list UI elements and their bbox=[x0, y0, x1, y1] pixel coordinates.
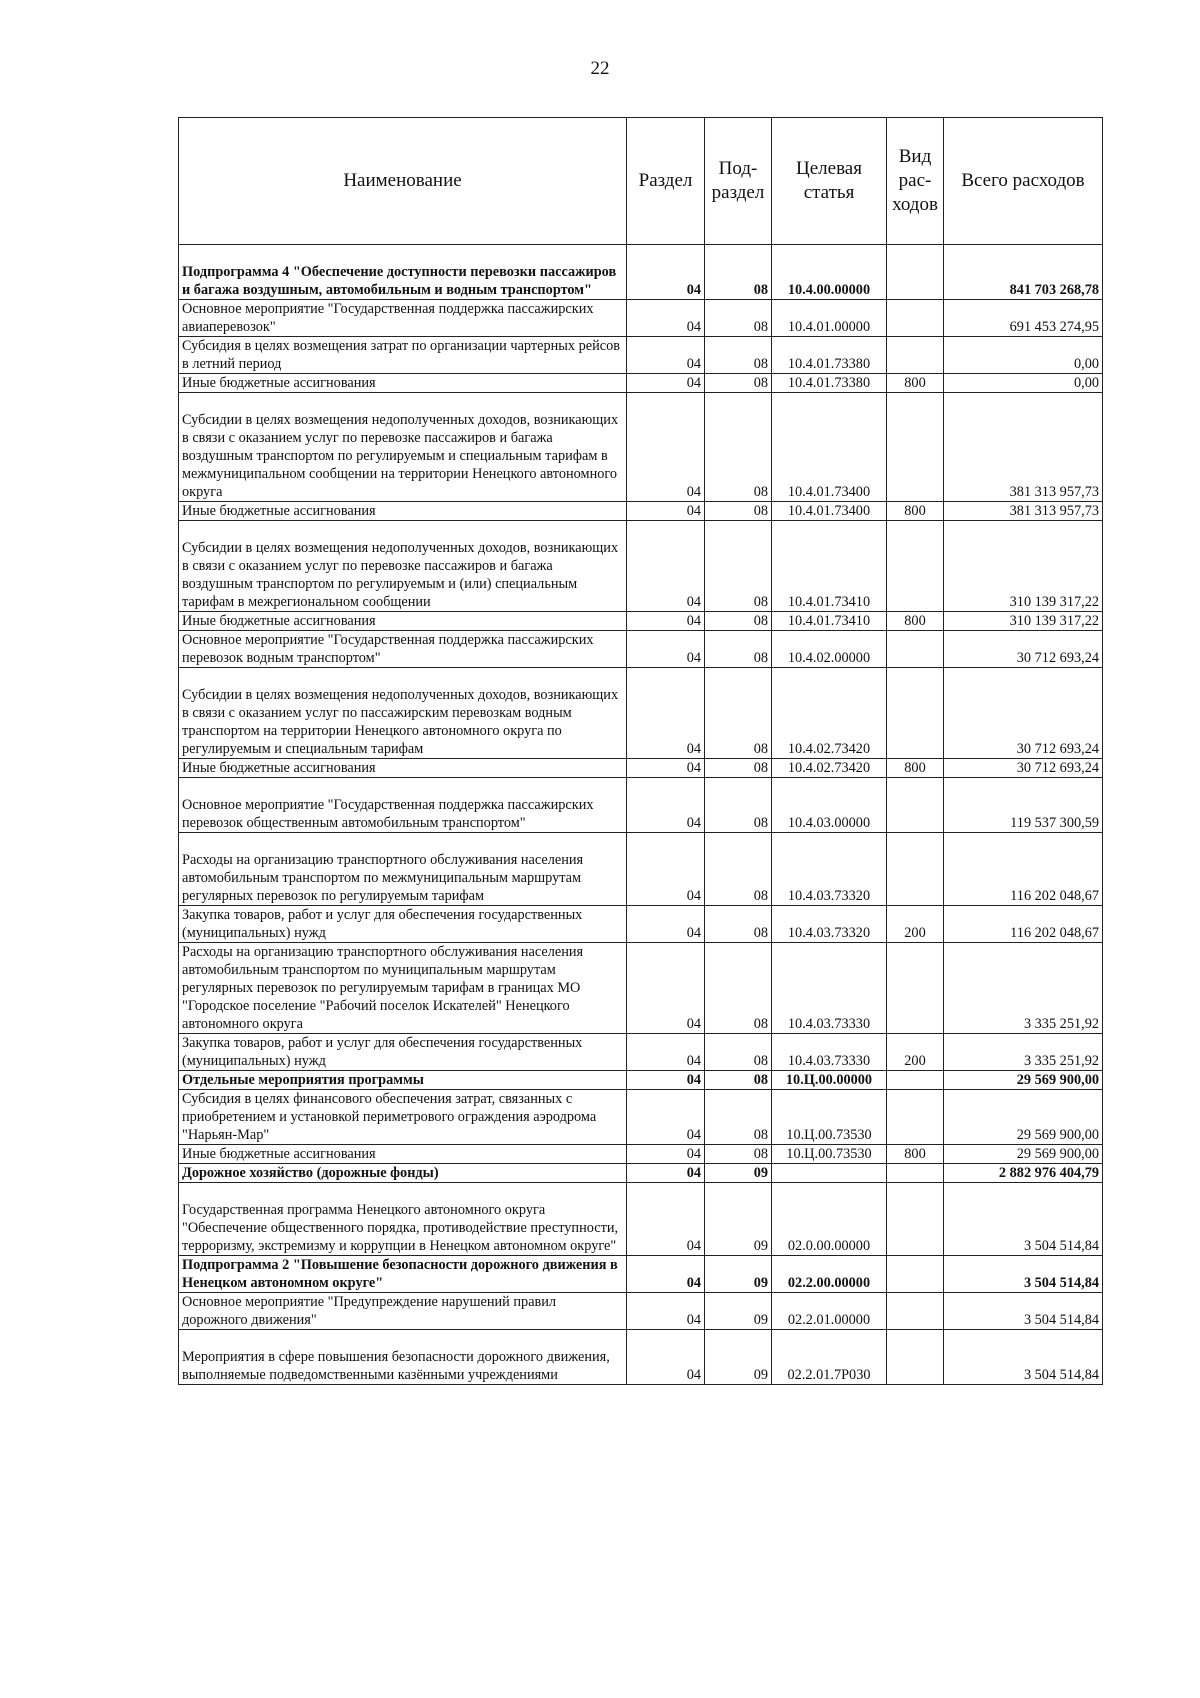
row-section: 04 bbox=[627, 943, 705, 1034]
row-subsection: 08 bbox=[705, 778, 772, 833]
header-expense-type: Вид рас- ходов bbox=[887, 118, 944, 245]
row-target: 10.Ц.00.73530 bbox=[772, 1145, 887, 1164]
row-expense-type: 800 bbox=[887, 1145, 944, 1164]
row-subsection: 08 bbox=[705, 245, 772, 300]
row-name: Подпрограмма 4 "Обеспечение доступности перевозки пассажиров и багажа воздушным, автомобильным и водным транспортом" bbox=[179, 245, 627, 300]
row-expense-type bbox=[887, 1071, 944, 1090]
row-total: 2 882 976 404,79 bbox=[944, 1164, 1103, 1183]
row-section: 04 bbox=[627, 612, 705, 631]
header-name: Наименование bbox=[179, 118, 627, 245]
row-section: 04 bbox=[627, 1034, 705, 1071]
row-name: Основное мероприятие "Государственная поддержка пассажирских перевозок водным транспортом" bbox=[179, 631, 627, 668]
table-row bbox=[179, 1183, 1103, 1256]
row-expense-type: 800 bbox=[887, 374, 944, 393]
page-number: 22 bbox=[590, 58, 610, 79]
row-total: 310 139 317,22 bbox=[944, 612, 1103, 631]
row-expense-type bbox=[887, 631, 944, 668]
row-subsection: 09 bbox=[705, 1293, 772, 1330]
row-expense-type bbox=[887, 393, 944, 502]
table-row bbox=[179, 521, 1103, 612]
row-expense-type bbox=[887, 668, 944, 759]
row-section: 04 bbox=[627, 1145, 705, 1164]
row-subsection: 08 bbox=[705, 300, 772, 337]
row-section: 04 bbox=[627, 374, 705, 393]
row-target: 02.0.00.00000 bbox=[772, 1183, 887, 1256]
row-target: 10.4.01.73410 bbox=[772, 521, 887, 612]
table-row bbox=[179, 1293, 1103, 1330]
row-section: 04 bbox=[627, 1164, 705, 1183]
row-total: 0,00 bbox=[944, 374, 1103, 393]
row-expense-type bbox=[887, 1330, 944, 1385]
row-section: 04 bbox=[627, 1071, 705, 1090]
row-target: 10.Ц.00.73530 bbox=[772, 1090, 887, 1145]
row-subsection: 09 bbox=[705, 1256, 772, 1293]
row-expense-type bbox=[887, 1256, 944, 1293]
row-subsection: 08 bbox=[705, 521, 772, 612]
row-subsection: 08 bbox=[705, 1034, 772, 1071]
row-section: 04 bbox=[627, 833, 705, 906]
row-name: Иные бюджетные ассигнования bbox=[179, 374, 627, 393]
row-total: 30 712 693,24 bbox=[944, 631, 1103, 668]
row-expense-type bbox=[887, 300, 944, 337]
row-section: 04 bbox=[627, 668, 705, 759]
row-name: Иные бюджетные ассигнования bbox=[179, 612, 627, 631]
table-row bbox=[179, 502, 1103, 521]
table-row bbox=[179, 612, 1103, 631]
row-target: 10.4.01.73400 bbox=[772, 393, 887, 502]
table-row bbox=[179, 833, 1103, 906]
row-expense-type bbox=[887, 778, 944, 833]
row-target: 10.4.03.73330 bbox=[772, 943, 887, 1034]
header-section: Раздел bbox=[627, 118, 705, 245]
row-subsection: 08 bbox=[705, 668, 772, 759]
row-total: 29 569 900,00 bbox=[944, 1145, 1103, 1164]
row-total: 310 139 317,22 bbox=[944, 521, 1103, 612]
row-subsection: 08 bbox=[705, 1145, 772, 1164]
table-row bbox=[179, 245, 1103, 300]
row-name: Субсидии в целях возмещения недополученных доходов, возникающих в связи с оказанием услуг по перевозке пассажиров и багажа воздушным транспортом по регулируемым и специальным тарифам в межмуниципальном сообщении на территории Ненецкого автономного округа bbox=[179, 393, 627, 502]
row-expense-type bbox=[887, 245, 944, 300]
row-total: 30 712 693,24 bbox=[944, 668, 1103, 759]
table-row bbox=[179, 631, 1103, 668]
row-section: 04 bbox=[627, 300, 705, 337]
header-target: Целевая статья bbox=[772, 118, 887, 245]
row-total: 30 712 693,24 bbox=[944, 759, 1103, 778]
row-name: Отдельные мероприятия программы bbox=[179, 1071, 627, 1090]
row-name: Закупка товаров, работ и услуг для обеспечения государственных (муниципальных) нужд bbox=[179, 906, 627, 943]
row-subsection: 09 bbox=[705, 1164, 772, 1183]
row-expense-type: 200 bbox=[887, 1034, 944, 1071]
row-total: 29 569 900,00 bbox=[944, 1071, 1103, 1090]
row-total: 3 504 514,84 bbox=[944, 1183, 1103, 1256]
row-subsection: 08 bbox=[705, 502, 772, 521]
row-total: 381 313 957,73 bbox=[944, 502, 1103, 521]
row-name: Основное мероприятие "Государственная поддержка пассажирских авиаперевозок" bbox=[179, 300, 627, 337]
row-target: 10.4.01.73400 bbox=[772, 502, 887, 521]
row-subsection: 08 bbox=[705, 337, 772, 374]
row-name: Подпрограмма 2 "Повышение безопасности дорожного движения в Ненецком автономном округе" bbox=[179, 1256, 627, 1293]
row-name: Дорожное хозяйство (дорожные фонды) bbox=[179, 1164, 627, 1183]
row-section: 04 bbox=[627, 1330, 705, 1385]
row-subsection: 08 bbox=[705, 612, 772, 631]
row-total: 3 335 251,92 bbox=[944, 1034, 1103, 1071]
row-name: Субсидия в целях возмещения затрат по организации чартерных рейсов в летний период bbox=[179, 337, 627, 374]
row-target: 10.4.03.73320 bbox=[772, 906, 887, 943]
row-target: 10.4.02.00000 bbox=[772, 631, 887, 668]
table-row bbox=[179, 1330, 1103, 1385]
row-expense-type bbox=[887, 1090, 944, 1145]
row-section: 04 bbox=[627, 1183, 705, 1256]
row-expense-type: 800 bbox=[887, 759, 944, 778]
row-target: 10.4.02.73420 bbox=[772, 668, 887, 759]
row-subsection: 08 bbox=[705, 374, 772, 393]
table-header-row bbox=[179, 118, 1103, 245]
row-target: 10.4.01.73380 bbox=[772, 374, 887, 393]
row-total: 3 504 514,84 bbox=[944, 1330, 1103, 1385]
row-total: 841 703 268,78 bbox=[944, 245, 1103, 300]
row-subsection: 08 bbox=[705, 1071, 772, 1090]
row-target: 10.Ц.00.00000 bbox=[772, 1071, 887, 1090]
row-subsection: 09 bbox=[705, 1183, 772, 1256]
row-name: Иные бюджетные ассигнования bbox=[179, 1145, 627, 1164]
row-subsection: 08 bbox=[705, 833, 772, 906]
row-expense-type: 800 bbox=[887, 502, 944, 521]
row-expense-type bbox=[887, 521, 944, 612]
row-section: 04 bbox=[627, 1256, 705, 1293]
table-row bbox=[179, 374, 1103, 393]
row-target: 10.4.03.73320 bbox=[772, 833, 887, 906]
row-total: 3 504 514,84 bbox=[944, 1256, 1103, 1293]
row-section: 04 bbox=[627, 1090, 705, 1145]
table-row bbox=[179, 1145, 1103, 1164]
table-row bbox=[179, 1090, 1103, 1145]
row-subsection: 08 bbox=[705, 631, 772, 668]
table-body bbox=[179, 245, 1103, 1385]
table-row bbox=[179, 943, 1103, 1034]
row-expense-type bbox=[887, 833, 944, 906]
row-target: 10.4.03.73330 bbox=[772, 1034, 887, 1071]
table-row bbox=[179, 759, 1103, 778]
table-row bbox=[179, 906, 1103, 943]
row-name: Расходы на организацию транспортного обслуживания населения автомобильным транспортом по межмуниципальным маршрутам регулярных перевозок по регулируемым тарифам bbox=[179, 833, 627, 906]
row-target bbox=[772, 1164, 887, 1183]
row-subsection: 08 bbox=[705, 943, 772, 1034]
row-total: 116 202 048,67 bbox=[944, 906, 1103, 943]
row-target: 02.2.01.00000 bbox=[772, 1293, 887, 1330]
row-subsection: 08 bbox=[705, 906, 772, 943]
row-target: 10.4.02.73420 bbox=[772, 759, 887, 778]
row-expense-type bbox=[887, 1183, 944, 1256]
row-name: Основное мероприятие "Предупреждение нарушений правил дорожного движения" bbox=[179, 1293, 627, 1330]
table-row bbox=[179, 778, 1103, 833]
row-name: Иные бюджетные ассигнования bbox=[179, 759, 627, 778]
row-section: 04 bbox=[627, 393, 705, 502]
row-expense-type bbox=[887, 1293, 944, 1330]
row-total: 3 504 514,84 bbox=[944, 1293, 1103, 1330]
row-target: 02.2.01.7Р030 bbox=[772, 1330, 887, 1385]
row-section: 04 bbox=[627, 337, 705, 374]
row-name: Закупка товаров, работ и услуг для обеспечения государственных (муниципальных) нужд bbox=[179, 1034, 627, 1071]
row-name: Субсидии в целях возмещения недополученных доходов, возникающих в связи с оказанием услуг по пассажирским перевозкам водным транспортом на территории Ненецкого автономного округа по регулируемым и специальным тарифам bbox=[179, 668, 627, 759]
table-row bbox=[179, 300, 1103, 337]
row-section: 04 bbox=[627, 631, 705, 668]
row-subsection: 08 bbox=[705, 393, 772, 502]
row-section: 04 bbox=[627, 759, 705, 778]
row-subsection: 08 bbox=[705, 1090, 772, 1145]
row-total: 691 453 274,95 bbox=[944, 300, 1103, 337]
row-target: 10.4.01.00000 bbox=[772, 300, 887, 337]
row-target: 10.4.01.73380 bbox=[772, 337, 887, 374]
header-total: Всего расходов bbox=[944, 118, 1103, 245]
header-subsection: Под- раздел bbox=[705, 118, 772, 245]
row-name: Субсидии в целях возмещения недополученных доходов, возникающих в связи с оказанием услуг по перевозке пассажиров и багажа воздушным транспортом по регулируемым и (или) специальным тарифам в межрегиональном сообщении bbox=[179, 521, 627, 612]
row-name: Мероприятия в сфере повышения безопасности дорожного движения, выполняемые подведомственными казёнными учреждениями bbox=[179, 1330, 627, 1385]
row-section: 04 bbox=[627, 521, 705, 612]
table-row bbox=[179, 1164, 1103, 1183]
row-target: 10.4.00.00000 bbox=[772, 245, 887, 300]
row-name: Субсидия в целях финансового обеспечения затрат, связанных с приобретением и установкой периметрового ограждения аэродрома "Нарьян-Мар" bbox=[179, 1090, 627, 1145]
row-total: 116 202 048,67 bbox=[944, 833, 1103, 906]
row-expense-type bbox=[887, 943, 944, 1034]
row-target: 10.4.03.00000 bbox=[772, 778, 887, 833]
row-name: Государственная программа Ненецкого автономного округа "Обеспечение общественного порядка, противодействие преступности, терроризму, экстремизму и коррупции в Ненецком автономном округе" bbox=[179, 1183, 627, 1256]
row-expense-type bbox=[887, 337, 944, 374]
row-target: 10.4.01.73410 bbox=[772, 612, 887, 631]
row-subsection: 09 bbox=[705, 1330, 772, 1385]
row-name: Основное мероприятие "Государственная поддержка пассажирских перевозок общественным автомобильным транспортом" bbox=[179, 778, 627, 833]
row-section: 04 bbox=[627, 778, 705, 833]
table-row bbox=[179, 668, 1103, 759]
row-name: Иные бюджетные ассигнования bbox=[179, 502, 627, 521]
table-row bbox=[179, 1071, 1103, 1090]
row-section: 04 bbox=[627, 906, 705, 943]
row-target: 02.2.00.00000 bbox=[772, 1256, 887, 1293]
row-section: 04 bbox=[627, 245, 705, 300]
row-section: 04 bbox=[627, 502, 705, 521]
row-expense-type bbox=[887, 1164, 944, 1183]
row-name: Расходы на организацию транспортного обслуживания населения автомобильным транспортом по муниципальным маршрутам регулярных перевозок по регулируемым тарифам в границах МО "Городское поселение "Рабочий поселок Искателей" Ненецкого автономного округа bbox=[179, 943, 627, 1034]
row-subsection: 08 bbox=[705, 759, 772, 778]
row-expense-type: 800 bbox=[887, 612, 944, 631]
budget-table bbox=[178, 117, 1103, 1385]
row-expense-type: 200 bbox=[887, 906, 944, 943]
row-total: 29 569 900,00 bbox=[944, 1090, 1103, 1145]
table-row bbox=[179, 1256, 1103, 1293]
row-total: 0,00 bbox=[944, 337, 1103, 374]
table-row bbox=[179, 337, 1103, 374]
table-row bbox=[179, 1034, 1103, 1071]
row-total: 381 313 957,73 bbox=[944, 393, 1103, 502]
row-total: 3 335 251,92 bbox=[944, 943, 1103, 1034]
row-section: 04 bbox=[627, 1293, 705, 1330]
table-row bbox=[179, 393, 1103, 502]
row-total: 119 537 300,59 bbox=[944, 778, 1103, 833]
